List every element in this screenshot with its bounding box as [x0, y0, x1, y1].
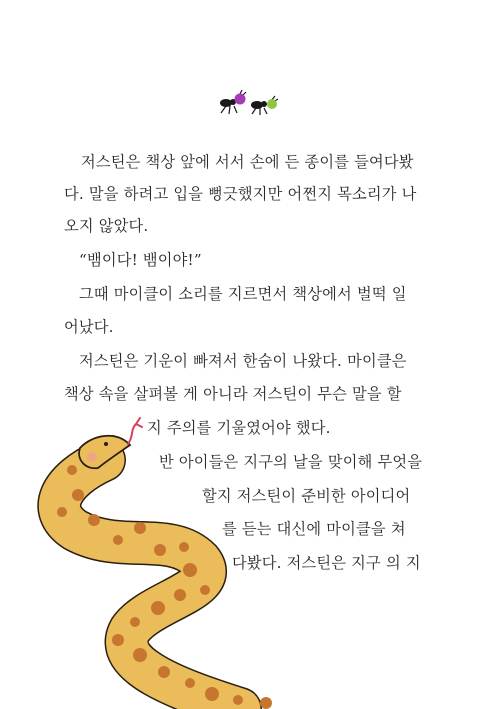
snake-illustration [0, 400, 310, 709]
story-line: 다봤다. 저스틴은 지구 의 지 [232, 554, 421, 572]
story-line: 저스틴은 책상 앞에 서서 손에 든 종이를 들여다봤 [81, 153, 414, 171]
story-line: 오지 않았다. [64, 217, 149, 235]
story-line: 를 듣는 대신에 마이클을 쳐 [222, 520, 406, 538]
story-line: 반 아이들은 지구의 날을 맞이해 무엇을 [159, 453, 423, 471]
story-line: 그때 마이클이 소리를 지르면서 책상에서 벌떡 일 [79, 285, 407, 303]
story-line: 다. 말을 하려고 입을 뻥긋했지만 어쩐지 목소리가 나 [64, 185, 417, 203]
story-line: “뱀이다! 뱀이야!” [79, 251, 202, 269]
story-line: 어났다. [64, 318, 114, 336]
story-line: 지 주의를 기울였어야 했다. [147, 419, 331, 437]
ants-icon [218, 88, 284, 118]
story-line: 할지 저스틴이 준비한 아이디어 [202, 487, 411, 505]
story-line: 책상 속을 살펴볼 게 아니라 저스틴이 무슨 말을 할 [64, 385, 402, 403]
story-line: 저스틴은 기운이 빠져서 한숨이 나왔다. 마이클은 [79, 352, 407, 370]
